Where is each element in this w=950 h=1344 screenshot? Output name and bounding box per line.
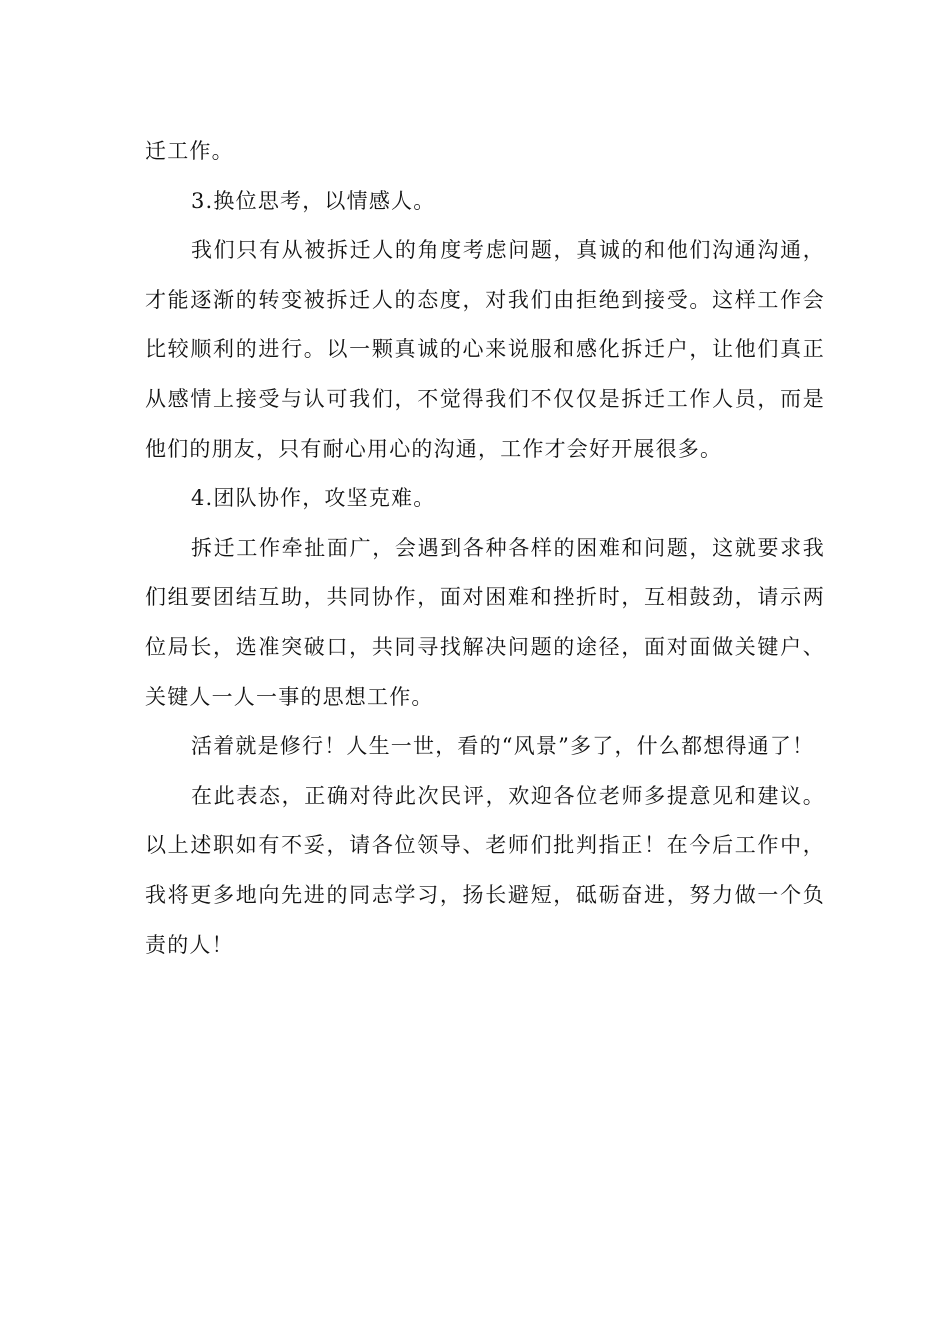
- heading-point-3: 3.换位思考，以情感人。: [191, 188, 436, 213]
- document-body: [145, 127, 825, 970]
- paragraph-point-4: 拆迁工作牵扯面广，会遇到各种各样的困难和问题，这就要求我们组要团结互助，共同协作，面对困难和挫折时，互相鼓劲，请示两位局长，选准突破口，共同寻找解决问题的途径，面对面做关键户、关键人一人一事的思想工作。: [145, 535, 825, 709]
- paragraph-point-3: 我们只有从被拆迁人的角度考虑问题，真诚的和他们沟通沟通，才能逐渐的转变被拆迁人的态度，对我们由拒绝到接受。这样工作会比较顺利的进行。以一颗真诚的心来说服和感化拆迁户，让他们真正从感情上接受与认可我们，不觉得我们不仅仅是拆迁工作人员，而是他们的朋友，只有耐心用心的沟通，工作才会好开展很多。: [145, 238, 825, 461]
- heading-point-4: 4.团队协作，攻坚克难。: [191, 486, 436, 511]
- paragraph-closing: 在此表态，正确对待此次民评，欢迎各位老师多提意见和建议。以上述职如有不妥，请各位领导、老师们批判指正！在今后工作中，我将更多地向先进的同志学习，扬长避短，砥砺奋进，努力做一个负责的人！: [145, 783, 825, 957]
- paragraph-reflection: 活着就是修行！人生一世，看的“风景”多了，什么都想得通了！: [191, 734, 815, 759]
- paragraph-continuation: 迁工作。: [145, 139, 234, 163]
